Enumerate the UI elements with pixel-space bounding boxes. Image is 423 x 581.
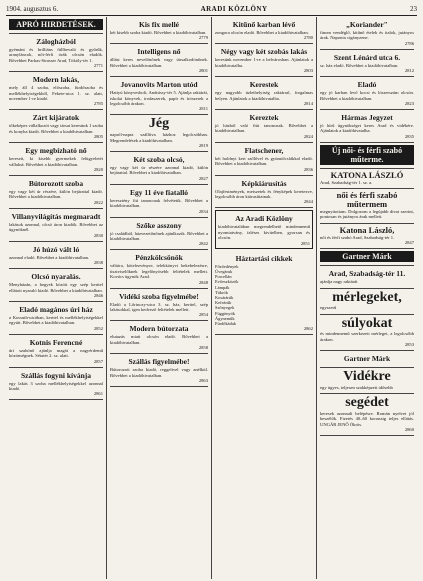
ad-number: 2852 [93,325,103,331]
classified-ad [110,185,208,218]
classified-ad [215,110,313,143]
classified-ad [110,289,208,322]
ad-number: 2851 [300,240,310,246]
ad-number: 2854 [198,312,208,318]
classified-ad [215,176,313,209]
ad-number: 2785 [93,101,103,107]
ad-title: Eladó magános úri ház [19,304,93,314]
ad-title: Arad, Szabadság-tér 11. [328,269,406,279]
ad-list-item: Függönyök [215,310,236,316]
ad-number: 2858 [198,345,208,351]
ad-title: Zálogházból [36,37,76,46]
ad-number: 2823 [404,101,414,107]
ad-number: 2830 [93,232,103,238]
ad-text: két holdnyi kert szőlővel és gyümölcsfákkal eladó. Bővebbet a kiadóhivatalban. [215,155,313,167]
ad-list-item: Üvegáruk [215,268,233,274]
ad-text: keresztény fiú tanoncnak felvétetik. Bővebbet a kiadóhivatalban. [110,197,208,209]
classified-ad [320,351,414,368]
classified-ad [320,315,414,352]
ad-text: és mindennemű szerkezeti mérleget, a legolcsóbb árakon. [320,331,414,342]
ad-text: Olajfestmények, metszetek és fényképek keretezve, legolcsóbb áron kiárusíttatnak. [215,188,313,200]
ad-title: „Koriander" [346,20,388,29]
classified-ad [320,50,414,77]
ad-display-headline: Vidékre [343,369,391,385]
ad-banner: Új női- és férfi szabó műterme. [320,145,414,165]
ad-title: Szállás figyelmébe! [128,357,190,367]
ad-banner: Gartner Márk [320,251,414,262]
ad-title: Modern lakás, [32,75,80,85]
ad-title: Két szoba olcsó, [133,154,185,164]
classified-ad [320,224,414,249]
classified-ad [320,368,414,394]
ad-list-item: Fürdőkádak [215,320,236,326]
classified-ad [9,34,103,72]
ad-text: gyémánt és brilliáns füllbevaló és gyűrűk, aranyláncok, női-férfi órák olcsón eladók. Bővebbet Parkas-Strasser Arad, Tököly-tér 1. [9,47,103,63]
ad-title: Jovanovits Marton utód [120,80,198,90]
ad-text: elutazás miatt olcsón eladó. Bővebbet a kiadóhivatalban. [110,334,208,345]
ad-number: 2862 [303,326,313,332]
column-4 [317,17,417,579]
ad-number: 2847 [404,240,414,246]
ad-text: jó hírű ügynökséget keres Arad és vidékére. Ajánlatok a kiadóhivatalba. [320,123,414,134]
ad-number: 2824 [303,133,313,139]
ad-display-headline: női és férfi szabó műtermem [336,190,398,210]
ad-list-item: Lámpák [215,284,230,290]
ad-box-title: Az Aradi Közlöny [235,214,293,224]
classified-ad [9,368,103,401]
ad-text: egy lakás 3 szoba mellékhelyiségekkel azonnal kiadó. [9,380,103,391]
ad-number: 2786 [404,40,414,46]
ad-number: 2820 [93,167,103,173]
ad-list-item: Ágyneműk [215,315,235,321]
ad-text: megnyitottam. Dolgozom a legújabb divat szerint, pontosan és jutányos árak mellett. [320,209,414,220]
ad-list-item: Szőnyegek [215,305,235,311]
ad-number: 2803 [303,68,313,74]
ad-number: 2846 [93,292,103,298]
classified-ad [215,44,313,77]
ad-title: Pénzkölcsönök [135,253,183,263]
ad-text: jó családból, házvezetőnőnek ajánlkozik. Bővebbet a kiadóhivatalban. [110,230,208,241]
ad-display-headline: KATONA LÁSZLÓ [330,169,404,180]
ad-title: Négy vagy két szobás lakás [220,47,308,57]
classified-ad [110,77,208,115]
ad-title: Szent Lénárd utca 6. [333,52,401,62]
ad-title: Modern bútorzata [129,324,189,334]
ad-text: jó házból való fiút tanoncnak. Bővebbet a kiadóhivatalban. [215,123,313,134]
classified-ad [9,242,103,269]
classified-ad [110,218,208,251]
classified-ad [320,110,414,143]
ad-number: 2844 [303,199,313,205]
ad-list-item: Kosárárúk [215,294,234,300]
ad-number: 2779 [198,35,208,41]
classified-ad [320,143,414,169]
classified-ad [9,209,103,242]
column-1 [6,17,106,579]
ad-text: finom vendéglő, kitűnő ételek és italok, jutányos árak. Naponta cigányzene. [320,30,414,41]
ad-title: Képkiárusítás [241,178,287,188]
ad-display-headline: mérlegeket, [332,289,402,305]
header-page-number: 23 [410,5,417,13]
ad-number: 2822 [93,199,103,205]
classified-ad [9,110,103,143]
ad-text: két kisebb szoba kiadó. Bővebbet a kiadóhivatalban. [110,30,207,35]
classified-ad [320,169,414,189]
ad-number: 2842 [198,241,208,247]
ad-number: 2814 [303,101,313,107]
ad-text: zongora olcsón eladó. Bővebbet a kiadóhivatalban. [215,30,309,35]
ad-text: keresünk november 1-re a belvárosban. Ajánlatok a kiadóhivatalba. [215,57,313,68]
ad-title: Háztartási cikkek [235,253,293,263]
classified-ad [320,249,414,266]
ad-number: 2805 [93,134,103,140]
ad-text: egy jó karban levő kocsi és lószerszám olcsón. Bővebbet a kiadóhivatalban. [320,90,414,101]
ad-number: 2780 [303,35,313,41]
ad-title: Kitűnő karban lévő [232,20,296,29]
ad-text: mely áll 4 szoba, előszoba, fürdőszoba és mellékhelyiségekből, Fekete-utca 1. sz. alatt, november 1-re kiadó. [9,85,103,102]
ad-number: 2857 [93,358,103,364]
column-2 [107,17,211,579]
ad-title: Villanyvilágítás megmaradt [11,211,101,221]
ad-title: Bútorozott szoba [28,179,84,189]
ad-number: 2819 [198,142,208,148]
ad-list-item: Porcellán [215,274,232,280]
ad-banner: APRÓ HIRDETÉSEK. [9,19,103,30]
header-date: 1904. augusztus 6. [6,5,59,13]
ad-text: sz. ház eladó. Bővebbet a kiadóhivatalban. [320,62,399,68]
ad-display-headline: Katona László, [339,224,395,235]
ad-display-headline: segédet [345,395,389,411]
header-title: ARADI KÖZLÖNY [200,5,268,13]
ad-title: Kotnis Ferencné [29,337,83,347]
classified-ad [215,77,313,110]
classified-ad [215,251,313,335]
ad-title: Jó húzó vált ló [32,244,80,254]
classified-ad [110,17,208,44]
header-rule [6,15,417,16]
classified-ad [9,176,103,209]
ad-title: Gartner Márk [343,354,391,364]
page-header [6,4,417,14]
ad-number: 2834 [198,208,208,214]
ad-text: kiadóhivatalában megrendelhető mindennemű nyomtatvány, ízléses kivitelben, gyorsan és olcsón. [218,224,310,241]
ad-number: 2801 [198,68,208,74]
classified-ad [9,143,103,176]
ad-text: azonnal eladó. Bővebbet a kiadóhivatalban. [9,254,90,260]
classified-ad [320,266,414,288]
ad-title: Flatschener, [244,145,284,155]
ad-text: keresett, ki kisebb gyermekek felügyeletét vállalná. Bővebbet a kiadóhivatalban. [9,156,103,167]
ad-display-headline: súlyokat [341,315,393,331]
ad-text: úri szabónő ajánlja magát a nagyérdemű közönségnek. Sétatér 2. sz. alatt. [9,347,103,359]
classified-ad [110,44,208,77]
ad-text: Eladó a Lőrinczy-utca 3. sz. ház, kerttel, szép lakásokkal, igen kedvező feltételek mellett. [110,301,208,312]
classified-ad [320,77,414,110]
classified-ad [9,72,103,110]
ad-number: 2812 [404,68,414,74]
classified-ad [320,289,414,315]
classified-ad [110,250,208,288]
ad-number: 2836 [303,166,313,172]
ad-text: egyszerű [320,305,337,311]
ad-text: női és férfi szabó Arad, Szabadság-tér 1. [320,234,395,240]
ad-title: Kerestek [249,80,279,90]
classified-ad [320,394,414,436]
ad-title: Zárt kijáratok [32,113,80,123]
ad-list-item: Kefeárúk [215,300,232,306]
ad-number: 2853 [404,342,414,348]
classified-ad [110,152,208,185]
ad-title: Kis fix mellé [139,20,179,29]
ad-number: 2771 [93,63,103,69]
ad-title: Eladó [357,80,377,90]
ad-text: tőkeképes vállalkozót vagy társat keresünk 1 szoba és konyha kiadó. Bővebbet a kiadóhivatalban. [9,123,103,134]
ad-text: napról-napra szállítva házhoz legolcsóbban. Megrendelések a kiadóhivatalban. [110,132,208,143]
ad-text: Menyházán, a hegyek között egy szép kerttel ellátott nyaraló kiadó. Bővebbet a kiadóhivatalban. [9,282,103,293]
ad-text: Arad, Szabadság-tér 1. sz. a. [320,179,373,185]
ad-text: lakások azonnal, olcsó áron kiadók. Bővebbet az ügynöknél. [9,221,103,233]
ad-title: Szőke asszony [136,220,182,230]
ad-title: Egy megbízható nő [25,146,87,156]
ad-text: váltóra, kötelezvényre, telekkönyvi bekebelezésre, tisztviselőknek legelőnyösebb feltételek mellett. Kovács ügynök Arad. [110,263,208,280]
ad-text: egy vagy két úr részére azonnal kiadó, külön bejárattal. Bővebbet a kiadóhivatalban. [110,164,208,176]
ad-list-item: Tükrök [215,289,228,295]
ad-number: 2860 [404,427,414,433]
classified-ad [215,17,313,44]
ad-text: egy vagy két úr részére, külön bejárattal kiadó. Bővebbet a kiadóhivatalban. [9,189,103,200]
classified-ad [320,189,414,224]
ad-list-item: Főzőedények [215,263,239,269]
ad-title: Olcsó nyaralás. [31,272,81,282]
ad-title: Intelligens nő [137,47,181,57]
ad-display-headline: Jég [148,116,170,132]
ad-text: Bútorozott szoba kiadó, reggelivel vagy anélkül. Bővebbet a kiadóhivatalban. [110,367,208,378]
ad-title: Kereztek [249,113,279,123]
classified-ad [9,269,103,302]
classified-ad [9,17,103,34]
ad-text: egy ügyes, teljesen szakképzett idősebb [320,384,393,390]
classified-ad [110,354,208,387]
ad-number: 2835 [404,133,414,139]
ad-number: 2838 [93,260,103,266]
ad-title: Egy 11 éve fiatalló [129,187,189,197]
ad-number: 2811 [198,106,208,112]
column-3 [212,17,316,579]
ad-text: egy nagyobb üzlethelyiség raktárral, forgalmas helyen. Ajánlatok a kiadóhivatalba. [215,90,313,101]
ad-text: ajánlja nagy raktárát [320,279,358,285]
classified-ad [9,335,103,368]
ad-text: keresek azonnali belépésre. Román nyelvet jól beszélők. Fizetés 40–60 koronaig teljes ellátás. UNGÁR JENŐ Ökrös. [320,410,414,427]
classified-ad [215,143,313,176]
ad-text: a Kossuth-utcában, kerttel és mellékhelyiségekkel együtt. Bővebbet a kiadóhivatalban. [9,314,103,326]
classified-ad [110,115,208,152]
ad-item-list [215,264,313,326]
ad-list-item: Evőeszközök [215,279,239,285]
ad-number: 2861 [93,391,103,397]
ad-number: 2848 [198,279,208,285]
classified-ad [9,302,103,335]
classified-ad [215,210,313,248]
ad-number: 2827 [198,175,208,181]
ad-text: Hattyú könyvesbolt, Andrássy-tér 5. Ajánlja raktárát, iskolai könyvek, irodaszerek, papír és írószerek a legolcsóbb árakon. [110,90,208,107]
ad-title: Vidéki szoba figyelmébe! [119,291,199,301]
ad-text: állást keres nevelőnőnek vagy társalkodónőnek. Bővebbet a kiadóhivatalban. [110,57,208,68]
ad-title: Hármas Jegyzet [341,113,393,123]
classified-ad [320,17,414,50]
ad-number: 2863 [198,378,208,384]
classified-ad [110,321,208,354]
ad-title: Szállás fogyni kívánja [20,370,91,380]
